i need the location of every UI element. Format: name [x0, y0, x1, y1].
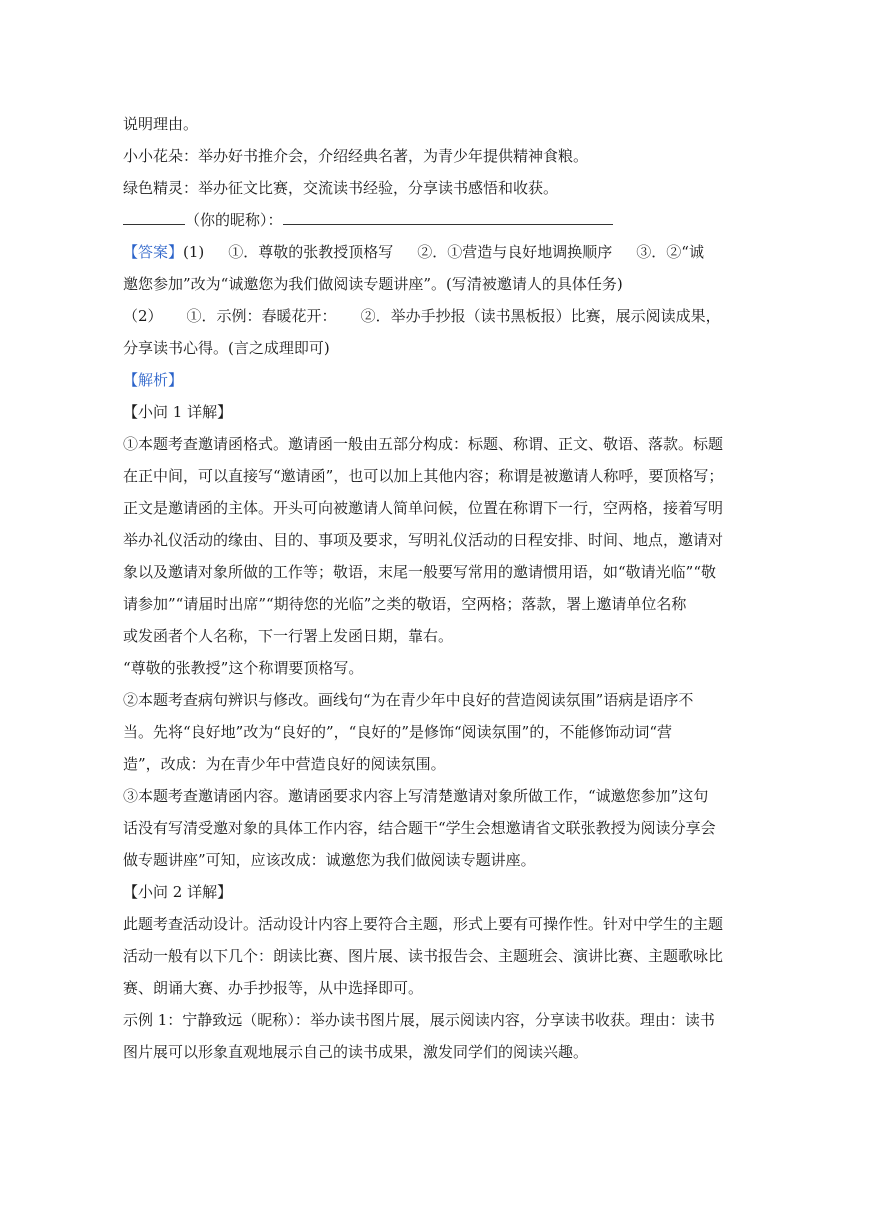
text-line: 分享读书心得。(言之成理即可): [123, 339, 330, 357]
text-line: 做专题讲座”可知，应该改成：诚邀您为我们做阅读专题讲座。: [123, 851, 536, 869]
nickname-blank: [123, 210, 185, 225]
text-line: 赛、朗诵大赛、办手抄报等，从中选择即可。: [123, 979, 424, 997]
text-line: 活动一般有以下几个：朗读比赛、图片展、读书报告会、主题班会、演讲比赛、主题歌咏比: [123, 947, 724, 965]
text-line: 小小花朵：举办好书推介会，介绍经典名著，为青少年提供精神食粮。: [123, 147, 589, 165]
document-body: [123, 108, 753, 1068]
answer-item: ①．示例：春暖花开：: [186, 307, 337, 325]
answer-item: ②．举办手抄报（读书黑板报）比赛，展示阅读成果，: [360, 307, 721, 325]
text-line: 邀您参加”改为“诚邀您为我们做阅读专题讲座”。(写清被邀请人的具体任务): [123, 275, 623, 293]
text-line: ①本题考查邀请函格式。邀请函一般由五部分构成：标题、称谓、正文、敬语、落款。标题: [123, 435, 724, 453]
answer-item: ①．尊敬的张教授顶格写: [228, 243, 394, 261]
answer-line-1: [123, 236, 753, 268]
answer-blank: [283, 210, 613, 225]
text-line: 示例 1：宁静致远（昵称）：举办读书图片展，展示阅读内容，分享读书收获。理由：读书: [123, 1011, 715, 1029]
answer-item: ②．①营造与良好地调换顺序: [417, 243, 613, 261]
answer-tag: 【答案】: [123, 243, 184, 261]
answer-line-2: [123, 300, 753, 332]
text-line: 举办礼仪活动的缘由、目的、事项及要求，写明礼仪活动的日程安排、时间、地点，邀请对: [123, 531, 724, 549]
sub-question-heading: 【小问 2 详解】: [123, 883, 233, 901]
text-line: 在正中间，可以直接写“邀请函”，也可以加上其他内容；称谓是被邀请人称呼，要顶格写；: [123, 467, 724, 485]
text-line: 话没有写清受邀对象的具体工作内容，结合题干“学生会想邀请省文联张教授为阅读分享会: [123, 819, 716, 837]
text-line: 正文是邀请函的主体。开头可向被邀请人简单问候，位置在称谓下一行，空两格，接着写明: [123, 499, 724, 517]
nickname-label: （你的昵称）：: [185, 211, 283, 229]
text-line: ③本题考查邀请函内容。邀请函要求内容上写清楚邀请对象所做工作，“诚邀您参加”这句: [123, 787, 709, 805]
answer-item: ③．②“诚: [636, 243, 704, 261]
text-line: 此题考查活动设计。活动设计内容上要符合主题，形式上要有可操作性。针对中学生的主题: [123, 915, 724, 933]
question-number: （2）: [123, 307, 163, 325]
answer-blank-line: [123, 204, 753, 236]
text-line: 当。先将“良好地”改为“良好的”，“良好的”是修饰“阅读氛围”的，不能修饰动词“营: [123, 723, 673, 741]
text-line: 或发函者个人名称，下一行署上发函日期，靠右。: [123, 627, 454, 645]
question-number: (1): [183, 243, 205, 261]
text-line: 图片展可以形象直观地展示自己的读书成果，激发同学们的阅读兴趣。: [123, 1043, 589, 1061]
text-line: 请参加”“请届时出席”“期待您的光临”之类的敬语，空两格；落款，署上邀请单位名称: [123, 595, 687, 613]
text-line: “尊敬的张教授”这个称谓要顶格写。: [123, 659, 364, 677]
text-line: 说明理由。: [123, 115, 199, 133]
text-line: 造”，改成：为在青少年中营造良好的阅读氛围。: [123, 755, 446, 773]
text-line: 象以及邀请对象所做的工作等；敬语，末尾一般要写常用的邀请惯用语，如“敬请光临”“敬: [123, 563, 717, 581]
analysis-heading: 【解析】: [123, 371, 184, 389]
text-line: ②本题考查病句辨识与修改。画线句“为在青少年中良好的营造阅读氛围”语病是语序不: [123, 691, 694, 709]
sub-question-heading: 【小问 1 详解】: [123, 403, 233, 421]
text-line: 绿色精灵：举办征文比赛，交流读书经验，分享读书感悟和收获。: [123, 179, 559, 197]
